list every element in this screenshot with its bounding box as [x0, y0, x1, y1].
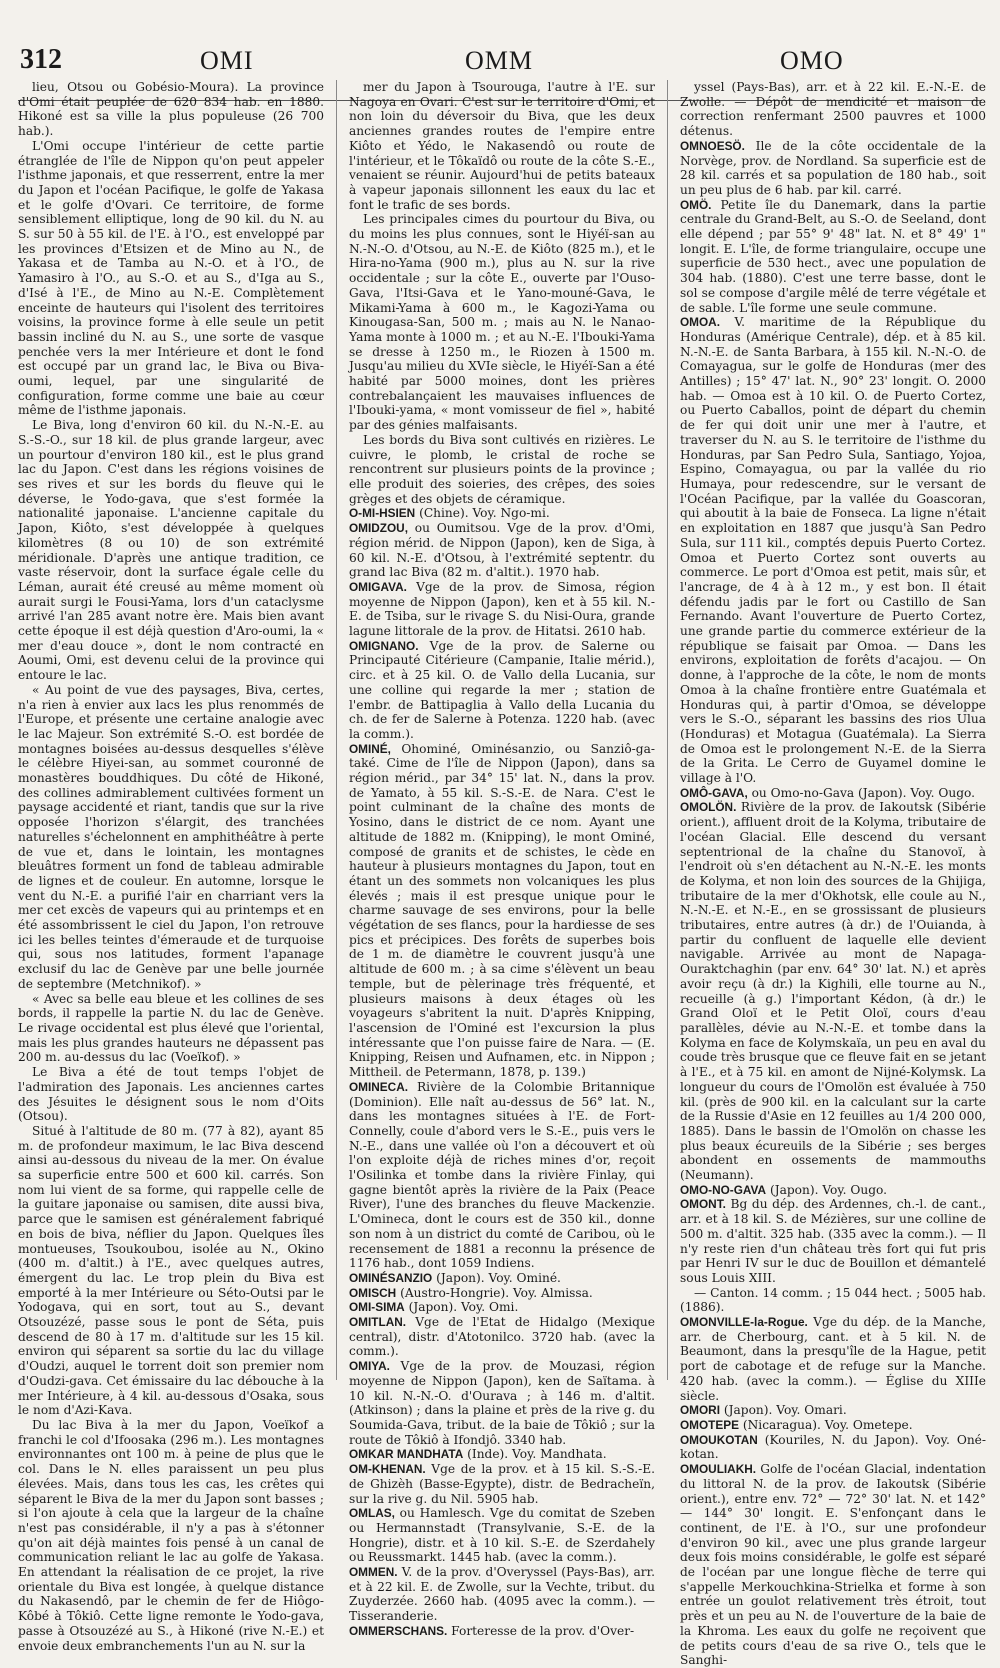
- entry-headword: OMOULIAKH.: [680, 1462, 757, 1477]
- entry-text: Vge de l'Etat de Hidalgo (Mexique central), distr. d'Atotonilco. 3720 hab. (avec la comm.).: [349, 1315, 655, 1359]
- dictionary-entry: [349, 580, 655, 639]
- paragraph: Les principales cimes du pourtour du Biva, ou du moins les plus connues, sont le Hiyéï-san au N.-N.-O. d'Otsou, au N.-E. de Kiôto (825 m.), et le Hira-no-Yama (900 m.), plus au N. sur la rive occidentale ; sur la côte E., ouverte par l'Ouso-Gava, l'Itsi-Gava et le Yano-mouné-Gava, le Mikami-Yama à 600 m., le Kagozi-Yama ou Kinougasa-San, 500 m. ; mais au N. le Nanao-Yama monte à 1000 m. ; et au N.-E. l'Ibouki-Yama se dresse à 1250 m., le Riozen à 1500 m. Jusqu'au milieu du XVIe siècle, le Hiyéï-San a été habité par 5000 moines, dont les prières contrebalançaient les mauvaises influences de l'Ibouki-yama, « mont vomisseur de fiel », habité par des génies malfaisants.: [349, 212, 655, 433]
- paragraph: Situé à l'altitude de 80 m. (77 à 82), ayant 85 m. de profondeur maximum, le lac Biva descend ainsi au-dessous du niveau de la mer. On évalue sa superficie entre 500 et 600 kil. carrés. Son nom lui vient de sa forme, qui rappelle celle de la guitare japonaise ou samisen, dite aussi biva, parce que le samisen est généralement fabriqué en bois de biva, néflier du Japon. Quelques îles montueuses, Tsoukoubou, isolée au N., Okino (400 m. d'altit.) à l'E., avec quelques autres, émergent du lac. Le trop plein du Biva est emporté à la mer Intérieure ou Séto-Outsi par le Yodogava, qui en sort, tout au S., devant Otsouzézé, passe sous le pont de Séta, puis descend de 80 à 17 m. d'altitude sur les 15 kil. environ qui séparent sa sortie du lac du village d'Oudzi, auquel le torrent doit son premier nom d'Oudzi-gava. Cet émissaire du lac débouche à la mer Intérieure, à 4 kil. au-dessous d'Osaka, sous le nom d'Azi-Kava.: [18, 1123, 324, 1418]
- paragraph: Les bords du Biva sont cultivés en rizières. Le cuivre, le plomb, le cristal de roche se rencontrent sur plusieurs points de la province ; elle produit des soieries, des crêpes, des soies grèges et des objets de céramique.: [349, 432, 655, 506]
- entry-headword: OMOA.: [680, 315, 720, 330]
- entry-text: (Austro-Hongrie). Voy. Almissa.: [396, 1285, 593, 1300]
- dictionary-entry: [680, 1403, 986, 1418]
- dictionary-entry: [680, 198, 986, 316]
- entry-headword: OMÖ.: [680, 197, 712, 212]
- entry-text: Vge de la prov. de Simosa, région moyenne de Nippon (Japon), ken et à 55 kil. N.-E. de Tsiba, sur le rivage S. du Nisi-Oura, grande lagune littorale de la prov. de Hitatsi. 2610 hab.: [349, 579, 655, 639]
- running-head-right: OMO: [780, 46, 844, 75]
- dictionary-entry: [680, 1433, 986, 1462]
- page-number: 312: [20, 44, 62, 75]
- entry-text: V. de la prov. d'Overyssel (Pays-Bas), arr. et à 22 kil. E. de Zwolle, sur la Vechte, tribut. du Zuyderzée. 2660 hab. (4095 avec la comm.). — Tisseranderie.: [349, 1565, 655, 1624]
- entry-text: (Japon). Voy. Ougo.: [766, 1182, 888, 1197]
- paragraph: Le Biva a été de tout temps l'objet de l'admiration des Japonais. Les anciennes cartes des Jésuites le désignent sous le nom d'Oits (Otsou).: [18, 1065, 324, 1124]
- entry-text: Forteresse de la prov. d'Over-: [447, 1623, 635, 1638]
- entry-headword: OMISCH: [349, 1285, 397, 1300]
- dictionary-entry: [349, 1300, 655, 1315]
- entry-text: ou Oumitsou. Vge de la prov. d'Omi, région mérid. de Nippon (Japon), ken de Siga, à 60 kil. N.-E. d'Otsou, à l'extrémité septentr. du grand lac Biva (82 m. d'altit.). 1970 hab.: [349, 521, 655, 580]
- entry-text: Vge de la prov. de Mouzasi, région moyenne de Nippon (Japon), ken de Saïtama. à 10 kil. N.-N.-O. d'Ourava ; à 146 m. d'altit. (Atkinson) ; dans la plaine et près de la rive g. du Soumida-Gava, tribut. de la baie de Tôkiô ; sur la route de Tôkiô à Ifondjô. 3340 hab.: [349, 1359, 655, 1447]
- entry-text: Bg du dép. des Ardennes, ch.-l. de cant., arr. et à 18 kil. S. de Mézières, sur une colline de 500 m. d'altit. 325 hab. (335 avec la comm.). — Il n'y reste rien d'un château très fort qui fut pris par Henri IV sur le duc de Bouillon et démantelé sous Louis XIII.: [680, 1197, 986, 1285]
- entry-text: V. maritime de la République du Honduras (Amérique Centrale), dép. et à 85 kil. N.-N.-E. de Santa Barbara, à 155 kil. N.-N.-O. de Comayagua, sur le golfe de Honduras (mer des Antilles) ; 15° 47' lat. N., 90° 23' longit. O. 2000 hab. — Omoa est à 10 kil. O. de Puerto Cortez, ou Puerto Caballos, point de départ du chemin de fer qui doit unir une mer à l'autre, et traverser du N. au S. le territoire de l'isthme du Honduras, par San Pedro Sula, Santiago, Yojoa, Espino, Comayagua, ou par la vallée du rio Humaya, pour redescendre, sur le versant de l'Océan Pacifique, par la vallée du Goascoran, qui aboutit à la baie de Fonseca. La ligne n'était en exploitation en 1887 que jusqu'à San Pedro Sula, sur 111 kil., comptés depuis Puerto Cortez. Omoa et Puerto Cortez sont ouverts au commerce. Le port d'Omoa est petit, mais sûr, et l'ancrage, de 4 à à 12 m., y est bon. Il était défendu jadis par le fort ou Castillo de San Fernando. Avant l'ouverture de Puerto Cortez, une grande partie du commerce extérieur de la république se faisait par Omoa. — Dans les environs, exploitation de forêts d'acajou. — On donne, à l'approche de la côte, le nom de monts Omoa à la chaîne frontière entre Guatémala et Honduras qui, à partir d'Omoa, se développe vers le S.-O., séparant les bassins des rios Ulua (Honduras) et Motagua (Guatémala). La Sierra de Omoa est le prolongement N.-E. de la Sierra de la Grita. Le Cerro de Guyamel domine le village à l'O.: [680, 315, 986, 786]
- dictionary-entry: [680, 1197, 986, 1285]
- dictionary-entry: [349, 1506, 655, 1565]
- entry-headword: OMIGAVA.: [349, 579, 407, 594]
- dictionary-entry: [349, 1286, 655, 1301]
- column-2: [349, 80, 655, 1638]
- entry-text: Vge de la prov. et à 15 kil. S.-S.-E. de Ghizèh (Basse-Egypte), distr. de Bedracheïn, sur la rive g. du Nil. 5905 hab.: [349, 1462, 655, 1506]
- entry-text: (Japon). Voy. Ominé.: [432, 1270, 561, 1285]
- entry-headword: OMNOESÖ.: [680, 138, 745, 153]
- dictionary-entry: [349, 1565, 655, 1624]
- paragraph: L'Omi occupe l'intérieur de cette partie étranglée de l'île de Nippon qu'on peut appeler l'isthme japonais, et que resserrent, entre la mer du Japon et l'océan Pacifique, le golfe de Yakasa et le golfe d'Ovari. Ce territoire, de forme sensiblement elliptique, long de 90 kil. du N. au S. sur 50 à 55 kil. de l'E. à l'O., est enveloppé par les provinces d'Etsizen et de Mino au N., de Yakasa et de Tamba au N.-O. et à l'O., de Yamasiro à l'O., au S.-O. et au S., d'Iga au S., d'Isé à l'E., de Mino au N.-E. Complètement enceinte de hauteurs qui l'isolent des territoires voisins, la province forme à elle seule un petit bassin incliné du N. au S., une sorte de vasque penchée vers la mer Intérieure et dont le fond est occupé par un grand lac, le Biva ou Biva-oumi, lequel, par une singularité de configuration, forme comme une baie au cœur même de l'isthme japonais.: [18, 138, 324, 418]
- entry-headword: OMMEN.: [349, 1565, 398, 1580]
- entry-headword: OMMERSCHANS.: [349, 1623, 448, 1638]
- entry-headword: OMÔ-GAVA,: [680, 785, 748, 800]
- dictionary-entry: [349, 1315, 655, 1359]
- dictionary-entry: [680, 315, 986, 786]
- dictionary-entry: [680, 1462, 986, 1668]
- entry-headword: OMKAR MANDHATA: [349, 1447, 464, 1462]
- entry-text: Vge du dép. de la Manche, arr. de Cherbourg, cant. et à 5 kil. N. de Beaumont, dans la presqu'île de la Hague, petit port de cabotage et de refuge sur la Manche. 420 hab. (avec la comm.). — Église du XIIIe siècle.: [680, 1315, 986, 1403]
- entry-headword: OMITLAN.: [349, 1315, 407, 1330]
- entry-headword: OMOLÖN.: [680, 800, 737, 815]
- entry-text: Ohominé, Ominésanzio, ou Sanziô-ga-také. Cime de l'île de Nippon (Japon), dans sa région mérid., par 34° 15' lat. N., dans la prov. de Yamato, à 55 kil. S.-S.-E. de Nara. C'est le point culminant de la chaîne des monts de Yosino, dans le district de ce nom. Ayant une altitude de 1882 m. (Knipping), le mont Ominé, composé de granits et de schistes, le cède en hauteur à plusieurs montagnes du Japon, tout en étant un des sommets non volcaniques les plus élevés ; mais il est presque unique pour le charme sauvage de ses environs, pour la belle végétation de ses flancs, pour la hardiesse de ses pics et précipices. Des forêts de superbes bois de 1 m. de diamètre le couvrent jusqu'à une altitude de 600 m. ; à sa cime s'élèvent un beau temple, but de pèlerinage très fréquenté, et plusieurs maisons à deux étages où les voyageurs s'abritent la nuit. D'après Knipping, l'ascension de l'Ominé est l'excursion la plus intéressante que l'on puisse faire de Nara. — (E. Knipping, Reisen und Aufnamen, etc. in Nippon ; Mittheil. de Petermann, 1878, p. 139.): [349, 741, 655, 1080]
- entry-text: Golfe de l'océan Glacial, indentation du littoral N. de la prov. de Iakoutsk (Sibérie orient.), entre env. 72° — 72° 30' lat. N. et 142° — 144° 30' longit. E. S'enfonçant dans le continent, de l'E. à l'O., sur une profondeur d'environ 90 kil., avec une plus grande largeur deux fois moins considérable, le golfe est séparé de l'océan par une longue flèche de terre qui s'appelle Merkouchkina-Strielka et forme à son entrée un goulot relativement très étroit, tout près et un peu au N. de l'ouverture de la baie de la Khroma. Les eaux du golfe ne reçoivent que de petits cours d'eau de sa rive O., tels que le Sanghi-: [680, 1462, 986, 1668]
- entry-text: (Chine). Voy. Ngo-mi.: [415, 506, 550, 521]
- entry-text: (Japon). Voy. Omari.: [719, 1403, 847, 1418]
- entry-headword: OMIDZOU,: [349, 521, 408, 536]
- running-head-center: OMM: [465, 46, 534, 75]
- entry-headword: OMINECA.: [349, 1079, 408, 1094]
- entry-headword: OM-KHENAN.: [349, 1462, 426, 1477]
- dictionary-entry: [680, 1315, 986, 1403]
- dictionary-entry: [349, 1271, 655, 1286]
- entry-headword: OMLAS,: [349, 1506, 395, 1521]
- column-divider: [667, 80, 668, 1380]
- entry-text: Ile de la côte occidentale de la Norvège, prov. de Nordland. Sa superficie est de 28 kil. carrés et sa population de 180 hab., soit un peu plus de 6 hab. par kil. carré.: [680, 138, 986, 197]
- text-columns: [18, 80, 986, 1668]
- entry-text: Rivière de la prov. de Iakoutsk (Sibérie orient.), affluent droit de la Kolyma, tributaire de l'océan Glacial. Elle descend du versant septentrional de la chaîne du Stanovoï, à l'endroit où s'en détachent au N.-N.-E. les monts de Kolyma, et non loin des sources de la Ghijiga, tributaire de la mer d'Okhotsk, elle coule au N., N.-N.-E. et N.-E., en se grossissant de plusieurs tributaires, entre autres (à dr.) de l'Ouianda, à partir du confluent de laquelle elle devient navigable. Arrivée au mont de Napaga-Ouraktchaghin (par env. 64° 30' lat. N.) et après avoir reçu (à dr.) la Kighili, elle tourne au N., recueille (à g.) l'important Kédon, (à dr.) le Grand Oloï et le Petit Oloï, cours d'eau parallèles, dévie au N.-N.-E. et tombe dans la Kolyma en face de Kolymskaïa, un peu en aval du coude très brusque que ce fleuve fait en se jetant à l'E., et à 75 kil. en amont de Nijné-Kolymsk. La longueur du cours de l'Omolön est évaluée à 750 kil. (près de 900 kil. en la calculant sur la carte de la Russie d'Asie en 12 feuilles au 1/4 200 000, 1885). Dans le bassin de l'Omolön on chasse les plus beaux écureuils de la Sibérie ; ses berges abondent en ossements de mammouths (Neumann).: [680, 800, 986, 1183]
- column-3: [680, 80, 986, 1668]
- dictionary-entry: [349, 1447, 655, 1462]
- entry-headword: OMONT.: [680, 1197, 726, 1212]
- paragraph: « Avec sa belle eau bleue et les collines de ses bords, il rappelle la partie N. du lac de Genève. Le rivage occidental est plus élevé que l'oriental, mais les plus grandes hauteurs ne dépassent pas 200 m. au-dessus du lac (Voeïkof). »: [18, 991, 324, 1065]
- dictionary-entry: [349, 506, 655, 521]
- paragraph: — Canton. 14 comm. ; 15 044 hect. ; 5005 hab. (1886).: [680, 1285, 986, 1315]
- entry-text: (Kouriles, N. du Japon). Voy. Oné-kotan.: [680, 1432, 986, 1462]
- dictionary-entry: [680, 1183, 986, 1198]
- entry-text: (Nicaragua). Voy. Ometepe.: [739, 1417, 913, 1432]
- entry-headword: OMO-NO-GAVA: [680, 1182, 767, 1197]
- column-1: [18, 80, 324, 1653]
- entry-headword: OMONVILLE-la-Rogue.: [680, 1315, 808, 1330]
- dictionary-entry: [349, 1624, 655, 1639]
- dictionary-entry: [680, 139, 986, 198]
- entry-text: Rivière de la Colombie Britannique (Dominion). Elle naît au-dessus de 56° lat. N., dans les montagnes situées à l'E. de Fort-Connelly, coule d'abord vers le S.-E., puis vers le N.-E., dans une vallée où l'on a découvert et où l'on exploite déjà de riches mines d'or, reçoit l'Osilinka et tombe dans la rivière Finlay, qui gagne bientôt après la rivière de la Paix (Peace River), l'une des branches du fleuve Mackenzie. L'Omineca, dont le cours est de 350 kil., donne son nom à un district du comté de Caribou, où le recensement de 1881 a reconnu la présence de 1176 hab., dont 1059 Indiens.: [349, 1079, 655, 1271]
- entry-text: (Japon). Voy. Omi.: [404, 1300, 519, 1315]
- dictionary-entry: [680, 1418, 986, 1433]
- entry-headword: OMINÉ,: [349, 741, 391, 756]
- entry-text: Vge de la prov. de Salerne ou Principauté Citérieure (Campanie, Italie mérid.), circ. et à 25 kil. O. de Vallo della Lucania, sur une colline qui regarde la mer ; station de l'embr. de Battipaglia à Vallo della Lucania du ch. de fer de Salerne à Potenza. 1220 hab. (avec la comm.).: [349, 638, 655, 741]
- paragraph: mer du Japon à Tsourouga, l'autre à l'E. sur Nagoya en Ovari. C'est sur le territoire d'Omi, et non loin du déversoir du Biva, que les deux anciennes grandes routes de l'empire entre Kiôto et Yédo, le Nakasendô ou route de l'intérieur, et le Tôkaïdô ou route de la côte S.-E., venaient se réunir. Aujourd'hui de petits bateaux à vapeur japonais sillonnent les eaux du lac et font le trafic de ses bords.: [349, 80, 655, 212]
- entry-headword: OMORI: [680, 1403, 720, 1418]
- dictionary-entry: [349, 521, 655, 580]
- paragraph: lieu, Otsou ou Gobésio-Moura). La province d'Omi était peuplée de 620 834 hab. en 1880. Hikoné est sa ville la plus populeuse (26 700 hab.).: [18, 80, 324, 139]
- column-divider: [336, 80, 337, 1380]
- entry-headword: O-MI-HSIEN: [349, 506, 416, 521]
- entry-text: ou Hamlesch. Vge du comitat de Szeben ou Hermannstadt (Transylvanie, S.-E. de la Hongrie), distr. et à 10 kil. S.-E. de Szerdahely ou Reussmarkt. 1445 hab. (avec la comm.).: [349, 1506, 655, 1565]
- paragraph: Du lac Biva à la mer du Japon, Voeïkof a franchi le col d'Ifoosaka (296 m.). Les montagnes environnantes ont 100 m. à peine de plus que le col. Dans le N. elles paraissent un peu plus élevées. Mais, dans tous les cas, les crêtes qui séparent le Biva de la mer du Japon sont basses ; si l'on ajoute à cela que la largeur de la chaîne n'est pas considérable, il n'y a pas à s'étonner qu'on ait déjà maintes fois pensé à un canal de communication reliant le lac au golfe de Yakasa. En attendant la réalisation de ce projet, la rive orientale du Biva est longée, à quelque distance du Nakasendô, par le chemin de fer de Hiôgo-Kôbé à Tôkiô. Cette ligne remonte le Yodo-gava, passe à Otsouzézé au S., à Hikoné (rive N.-E.) et envoie deux embranchements l'un au N. sur la: [18, 1417, 324, 1653]
- page-header: [0, 26, 1000, 86]
- dictionary-entry: [349, 742, 655, 1080]
- entry-text: ou Omo-no-Gava (Japon). Voy. Ougo.: [747, 785, 976, 800]
- dictionary-entry: [349, 1080, 655, 1271]
- entry-headword: OMI-SIMA: [349, 1300, 405, 1315]
- paragraph: Le Biva, long d'environ 60 kil. du N.-N.-E. au S.-S.-O., sur 18 kil. de plus grande largeur, avec un pourtour d'environ 180 kil., est le plus grand lac du Japon. C'est dans les régions voisines de ses rives et sur les bords du fleuve qui le déverse, le Yodo-gava, que s'est formée la nationalité japonaise. L'ancienne capitale du Japon, Kiôto, s'est développée à quelques kilomètres (8 ou 10) de son extrémité méridionale. D'après une antique tradition, ce vaste réservoir, dont la surface égale celle du Léman, aurait été creusé au même moment où aurait surgi le Fousi-Yama, lors d'un cataclysme arrivé l'an 285 avant notre ère. Mais bien avant cette époque il est déjà question d'Aro-oumi, la « mer d'eau douce », dont le nom contracté en Aoumi, Omi, est devenu celui de la province qui entoure le lac.: [18, 418, 324, 683]
- paragraph: yssel (Pays-Bas), arr. et à 22 kil. E.-N.-E. de Zwolle. — Dépôt de mendicité et maison de correction renfermant 2500 pauvres et 1000 détenus.: [680, 80, 986, 139]
- dictionary-entry: [349, 1359, 655, 1447]
- dictionary-entry: [349, 639, 655, 742]
- entry-headword: OMIYA.: [349, 1359, 390, 1374]
- dictionary-entry: [680, 800, 986, 1182]
- entry-headword: OMOUKOTAN: [680, 1432, 758, 1447]
- entry-headword: OMINÉSANZIO: [349, 1270, 433, 1285]
- dictionary-entry: [680, 786, 986, 801]
- entry-text: (Inde). Voy. Mandhata.: [463, 1447, 607, 1462]
- entry-headword: OMIGNANO.: [349, 638, 419, 653]
- entry-headword: OMOTEPE: [680, 1417, 739, 1432]
- paragraph: « Au point de vue des paysages, Biva, certes, n'a rien à envier aux lacs les plus renommés de l'Europe, et présente une certaine analogie avec le lac Majeur. Son extrémité S.-O. est bordée de montagnes boisées au-dessus desquelles s'élève le célèbre Hiyei-san, au sommet couronné de monastères bouddhiques. Du côté de Hikoné, des collines admirablement cultivées forment un paysage accidenté et riant, tandis que sur la rive opposée l'horizon s'élargit, des tranchées naturelles s'échelonnent en amphithéâtre à perte de vue et, dans le lointain, les montagnes bleuâtres forment un fond de tableau admirable de lignes et de couleur. En automne, lorsque le vent du N.-E. a purifié l'air en charriant vers la mer cet excès de vapeurs qui au printemps et en été assombrissent le ciel du Japon, l'on retrouve ici les belles teintes d'émeraude et de turquoise qui, sous nos latitudes, forment l'apanage exclusif du lac de Genève par une belle journée de septembre (Metchnikof). »: [18, 682, 324, 991]
- dictionary-entry: [349, 1462, 655, 1506]
- running-head-left: OMI: [200, 46, 254, 75]
- entry-text: Petite île du Danemark, dans la partie centrale du Grand-Belt, au S.-O. de Seeland, dont elle dépend ; par 55° 9' 48" lat. N. et 8° 49' 1" longit. E. L'île, de forme triangulaire, occupe une superficie de 530 hect., avec une population de 304 hab. (1880). C'est une terre basse, dont le sol se compose d'argile mêlé de terre végétale et de sable. L'île forme une seule commune.: [680, 197, 986, 315]
